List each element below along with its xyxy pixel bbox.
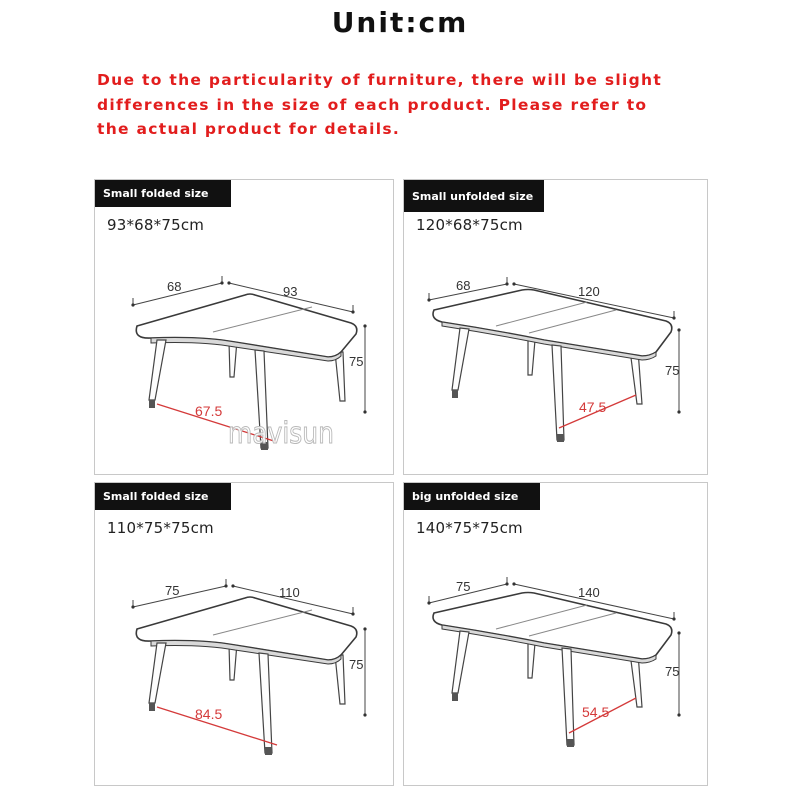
- diagonal-label: 47.5: [579, 399, 607, 415]
- table-diagram: [95, 483, 395, 787]
- panel-small-unfolded-120: [403, 179, 708, 475]
- dimensions-label: 110*75*75cm: [107, 519, 214, 537]
- disclaimer-line: Due to the particularity of furniture, there will be slight: [97, 71, 663, 89]
- height-label: 75: [349, 354, 364, 369]
- table-diagram: [404, 483, 709, 787]
- diagonal-label: 84.5: [195, 706, 223, 722]
- height-label: 75: [665, 363, 680, 378]
- table-diagram: [404, 180, 709, 476]
- diagonal-label: 54.5: [582, 704, 610, 720]
- size-tag: Small unfolded size: [404, 180, 544, 212]
- disclaimer-line: differences in the size of each product. Please refer to: [97, 95, 648, 114]
- length-label: 110: [279, 585, 300, 600]
- depth-label: 68: [456, 278, 471, 293]
- page-title: Unit:cm: [331, 6, 469, 39]
- dimensions-label: 140*75*75cm: [416, 519, 523, 537]
- height-label: 75: [349, 657, 364, 672]
- size-tag: Small folded size: [95, 483, 231, 510]
- panel-big-unfolded-140: [403, 482, 708, 786]
- dimensions-label: 120*68*75cm: [416, 216, 523, 234]
- watermark: mavisun: [228, 416, 334, 450]
- depth-label: 75: [165, 583, 180, 598]
- size-disclaimer: [97, 68, 737, 142]
- depth-label: 68: [167, 279, 182, 294]
- depth-label: 75: [456, 579, 471, 594]
- panel-small-folded-110: [94, 482, 394, 786]
- dimensions-label: 93*68*75cm: [107, 216, 205, 234]
- length-label: 120: [578, 284, 600, 299]
- size-tag: big unfolded size: [404, 483, 540, 510]
- length-label: 140: [578, 585, 600, 600]
- size-tag: Small folded size: [95, 180, 231, 207]
- length-label: 93: [283, 284, 298, 299]
- diagonal-label: 67.5: [195, 403, 223, 419]
- disclaimer-line: the actual product for details.: [97, 120, 401, 138]
- height-label: 75: [665, 664, 680, 679]
